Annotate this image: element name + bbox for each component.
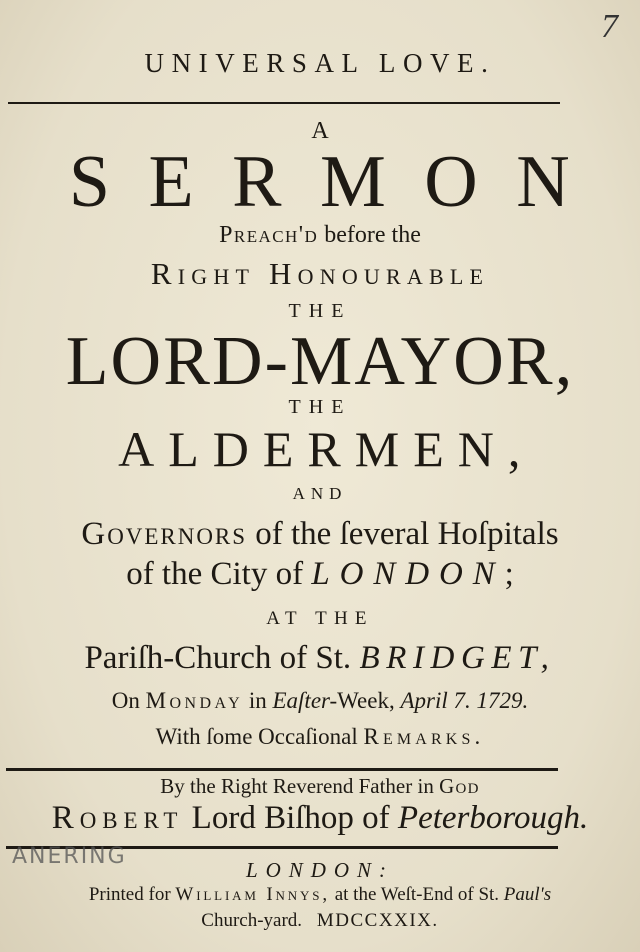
imprint-place: LONDON: [245,858,395,882]
by-god: God [439,774,480,798]
remarks-word: Remarks. [363,724,485,749]
title-sermon: SERMON [68,141,609,223]
date-day-year: 7. 1729. [453,688,529,713]
date-on: On [111,688,140,713]
author-see: Peterborough. [397,800,589,836]
parish-saint: BRIDGET, [359,640,556,676]
middle-rule [6,768,558,771]
by-prefix: By the Right Reverend Father in [160,774,434,798]
handwritten-note: ANERING [12,844,127,869]
article-a: A [311,118,329,144]
date-in: in [248,688,267,713]
and: AND [292,484,348,503]
governors-line [0,516,640,553]
imprint-line-1 [0,884,640,906]
author-middle: Lord Biſhop of [191,800,390,836]
imprint-printed-for: Printed for [88,884,171,905]
the-2: THE [288,396,352,418]
city-line [0,556,640,593]
imprint-printer: William Innys, [175,884,330,905]
the-1: THE [288,300,352,322]
aldermen: ALDERMEN, [118,421,535,477]
imprint-year: MDCCXXIX. [316,910,439,931]
city-prefix: of the City of [126,556,304,592]
remarks-prefix: With ſome Occaſional [155,724,358,749]
right-honourable: Right Honourable [150,256,490,291]
by-line [0,774,640,799]
parish-prefix: Pariſh-Church of St. [84,640,352,676]
governors-rest: of the ſeveral Hoſpitals [255,516,559,552]
date-april: April [400,688,448,713]
city-name: LONDON [311,556,505,592]
author-line [0,800,640,837]
imprint-pauls: Paul's [503,884,552,905]
date-week: Week, [337,688,395,713]
remarks-line [0,724,640,750]
preached-rest: before the [324,222,421,248]
date-easter: Eaſter- [272,688,338,713]
city-suffix: ; [504,556,514,592]
author-robert: Robert [51,800,184,836]
running-header: UNIVERSAL LOVE. [144,48,496,78]
governors-word: Governors [81,516,248,552]
page-number: 7 [601,8,618,45]
imprint-line-2 [0,910,640,932]
at-the: AT THE [266,608,374,629]
lord-mayor: LORD-MAYOR, [65,323,575,400]
date-monday: Monday [145,688,244,713]
preached-line [0,222,640,249]
parish-line [0,640,640,677]
imprint-churchyard: Church-yard. [201,910,303,931]
top-rule [8,102,560,104]
preached-word: Preach'd [219,222,319,248]
date-line [0,688,640,714]
imprint-location: at the Weſt-End of St. [334,884,500,905]
